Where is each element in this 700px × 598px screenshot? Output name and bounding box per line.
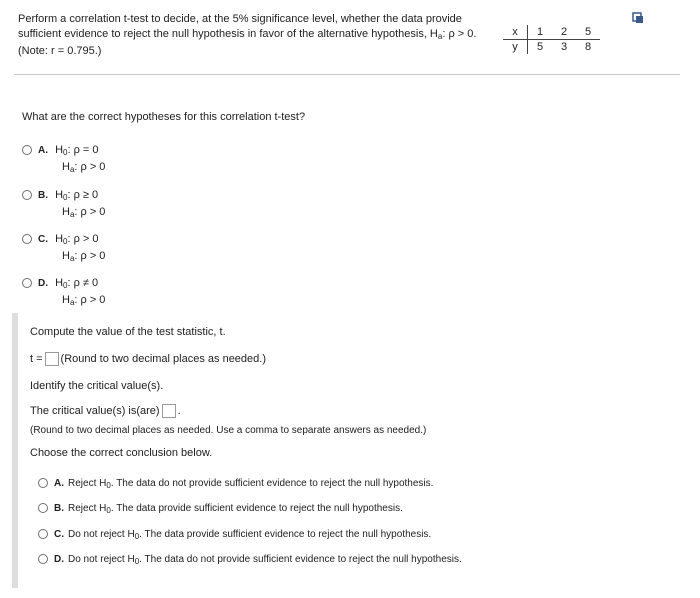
x-header: x bbox=[503, 25, 528, 40]
problem-line-2 bbox=[18, 27, 498, 44]
conclusion-option-b[interactable]: B. Reject $H_0$. The data provide sufficient evidence to reject the null hypothesis. bbox=[38, 503, 403, 515]
x-row bbox=[503, 25, 600, 40]
conclusion-option-c[interactable]: C. Do not reject $H_0$. The data provide sufficient evidence to reject the null hypothesis. bbox=[38, 529, 431, 541]
hypothesis-option-d[interactable] bbox=[22, 275, 106, 307]
option-label: C. bbox=[38, 234, 48, 245]
critical-round-note: (Round to two decimal places as needed. Use a comma to separate answers as needed.) bbox=[30, 425, 427, 436]
radio-button[interactable] bbox=[22, 190, 32, 200]
y-cell: 3 bbox=[560, 41, 568, 53]
option-label: B. bbox=[38, 190, 48, 201]
ha-line: $H_a$: ρ > 0 bbox=[62, 206, 106, 219]
x-cell: 5 bbox=[576, 25, 600, 40]
conclusion-option-d[interactable]: D. Do not reject $H_0$. The data do not provide sufficient evidence to reject the null hypothesis. bbox=[38, 554, 462, 566]
radio-button[interactable] bbox=[22, 145, 32, 155]
conclusion-prompt: Choose the correct conclusion below. bbox=[30, 447, 213, 459]
critical-value-input[interactable] bbox=[162, 404, 176, 418]
radio-button[interactable] bbox=[38, 529, 48, 539]
option-label: D. bbox=[38, 278, 48, 289]
y-header: y bbox=[503, 40, 528, 55]
hypotheses-question: What are the correct hypotheses for this correlation t-test? bbox=[22, 111, 306, 123]
y-cell: 8 bbox=[584, 41, 592, 53]
data-table bbox=[503, 25, 600, 54]
ha-line: $H_a$: ρ > 0 bbox=[62, 250, 106, 263]
h0-line: $H_0$: ρ ≥ 0 bbox=[55, 189, 99, 202]
problem-line-2-end: : ρ > 0. bbox=[442, 28, 477, 40]
t-round-note: (Round to two decimal places as needed.) bbox=[60, 352, 266, 365]
hypothesis-option-c[interactable] bbox=[22, 231, 106, 263]
radio-button[interactable] bbox=[38, 503, 48, 513]
copy-data-icon[interactable] bbox=[632, 12, 644, 24]
h0-line: $H_0$: ρ > 0 bbox=[55, 233, 99, 246]
critical-value-row: The critical value(s) is(are) . bbox=[30, 404, 181, 417]
radio-button[interactable] bbox=[22, 234, 32, 244]
conclusion-option-a[interactable]: A. Reject $H_0$. The data do not provide sufficient evidence to reject the null hypothesis. bbox=[38, 478, 433, 490]
radio-button[interactable] bbox=[22, 278, 32, 288]
radio-button[interactable] bbox=[38, 554, 48, 564]
t-value-input[interactable] bbox=[45, 352, 59, 366]
h0-line: $H_0$: ρ = 0 bbox=[55, 144, 99, 157]
problem-line-1: Perform a correlation t-test to decide, at the 5% significance level, whether the data provide bbox=[18, 13, 462, 25]
identify-critical: Identify the critical value(s). bbox=[30, 380, 164, 392]
hypothesis-option-b[interactable] bbox=[22, 187, 106, 219]
t-statistic-row bbox=[30, 352, 266, 366]
x-cell: 1 bbox=[528, 25, 553, 40]
problem-line-2-text: sufficient evidence to reject the null hypothesis in favor of the alternative hypothesis, H bbox=[18, 28, 438, 40]
y-row bbox=[503, 40, 600, 55]
subscript: a bbox=[437, 32, 443, 41]
critical-label: The critical value(s) is(are) bbox=[30, 404, 160, 417]
divider bbox=[14, 74, 680, 75]
h0-line: $H_0$: ρ ≠ 0 bbox=[55, 277, 99, 290]
x-cell: 2 bbox=[552, 25, 576, 40]
option-label: A. bbox=[38, 145, 48, 156]
section-scrollbar bbox=[12, 313, 18, 588]
y-cell: 5 bbox=[536, 41, 544, 53]
ha-line: $H_a$: ρ > 0 bbox=[62, 161, 106, 174]
problem-statement bbox=[18, 12, 498, 59]
problem-note: (Note: r = 0.795.) bbox=[18, 45, 102, 57]
radio-button[interactable] bbox=[38, 478, 48, 488]
compute-instruction: Compute the value of the test statistic, t. bbox=[30, 326, 226, 338]
ha-line: $H_a$: ρ > 0 bbox=[62, 294, 106, 307]
hypothesis-option-a[interactable] bbox=[22, 142, 106, 174]
t-label: t = bbox=[30, 352, 43, 365]
